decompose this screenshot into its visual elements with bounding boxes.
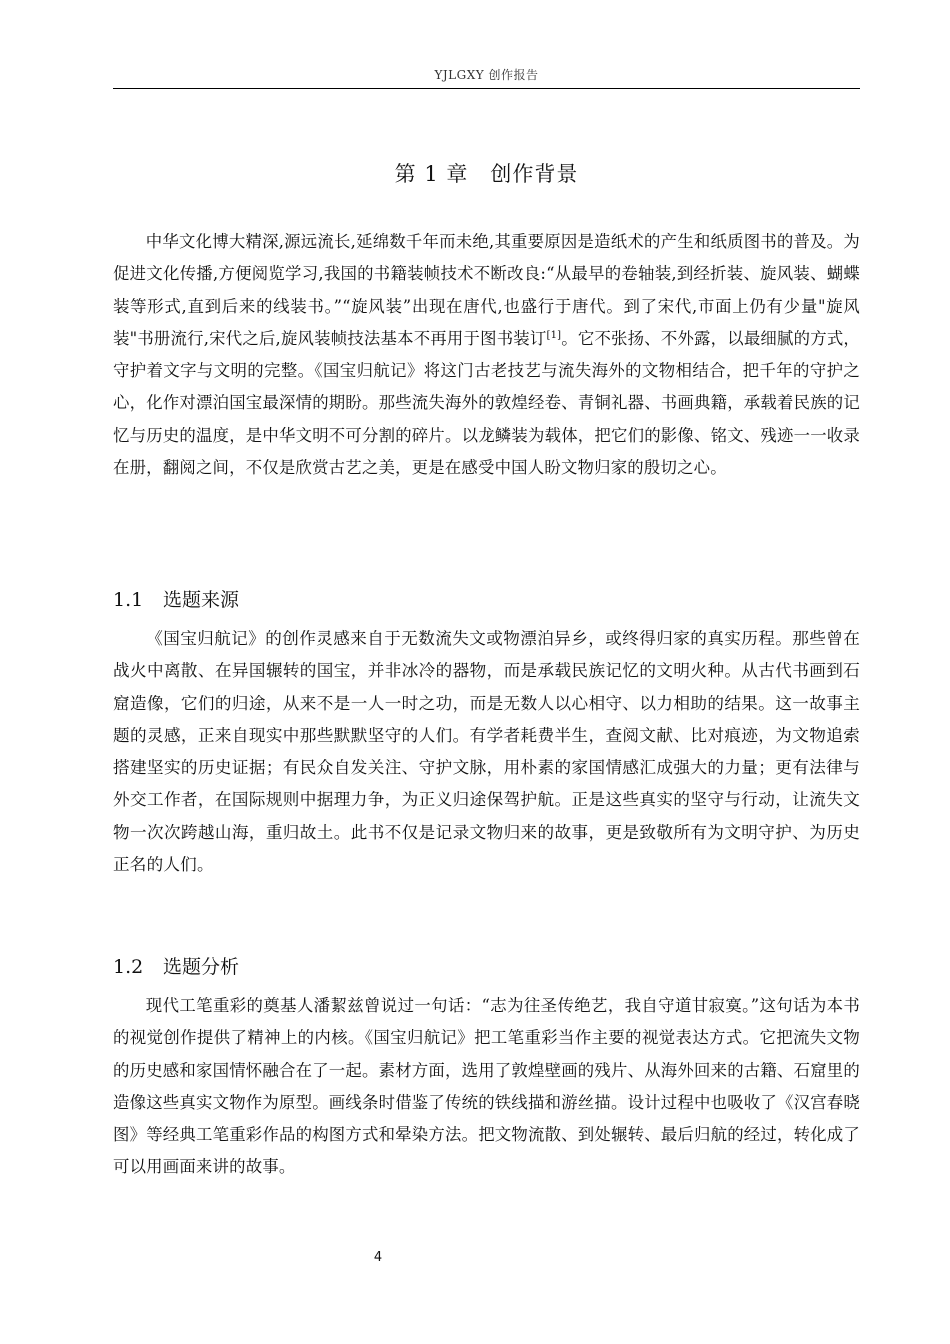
- section-1-2-paragraph: 现代工笔重彩的奠基人潘絜兹曾说过一句话：“志为往圣传绝艺，我自守道甘寂寞。”这句话为本书的视觉创作提供了精神上的内核。《国宝归航记》把工笔重彩当作主要的视觉表达方式。它把流失文物的历史感和家国情怀融合在了一起。素材方面，选用了敦煌壁画的残片、从海外回来的古籍、石窟里的造像这些真实文物作为原型。画线条时借鉴了传统的铁线描和游丝描。设计过程中也吸收了《汉宫春晓图》等经典工笔重彩作品的构图方式和晕染方法。把文物流散、到处辗转、最后归航的经过，转化成了可以用画面来讲的故事。: [113, 996, 860, 1177]
- header-divider: [113, 88, 860, 89]
- chapter-title: 第 1 章 创作背景: [394, 162, 579, 186]
- intro-paragraph: [113, 226, 860, 484]
- section-heading-1-1: [113, 585, 239, 612]
- page-number: 4: [373, 1250, 383, 1265]
- citation-ref: [1]: [546, 329, 562, 341]
- section-number: 1.2: [113, 956, 144, 978]
- section-heading-1-2: [113, 952, 239, 979]
- running-header: YJLGXY 创作报告: [434, 68, 539, 82]
- section-title-text: 选题来源: [163, 589, 240, 611]
- intro-text-part2: 。它不张扬、不外露，以最细腻的方式，守护着文字与文明的完整。《国宝归航记》将这门古老技艺与流失海外的文物相结合，把千年的守护之心，化作对漂泊国宝最深情的期盼。那些流失海外的敦煌经卷、青铜礼器、书画典籍，承载着民族的记忆与历史的温度，是中华文明不可分割的碎片。以龙鳞装为载体，把它们的影像、铭文、残迹一一收录在册，翻阅之间，不仅是欣赏古艺之美，更是在感受中国人盼文物归家的殷切之心。: [113, 328, 860, 478]
- section-title-text: 选题分析: [163, 956, 240, 978]
- section-number: 1.1: [113, 589, 144, 611]
- intro-text-part1: 中华文化博大精深,源远流长,延绵数千年而未绝,其重要原因是造纸术的产生和纸质图书的普及。为促进文化传播,方便阅览学习,我国的书籍装帧技术不断改良:“从最早的卷轴装,到经折装、旋风装、蝴蝶装等形式,直到后来的线装书。”“旋风装”出现在唐代,也盛行于唐代。到了宋代,市面上仍有少量"旋风装"书册流行,宋代之后,旋风装帧技法基本不再用于图书装订: [113, 232, 860, 348]
- section-1-1-paragraph: 《国宝归航记》的创作灵感来自于无数流失文或物漂泊异乡，或终得归家的真实历程。那些曾在战火中离散、在异国辗转的国宝，并非冰冷的器物，而是承载民族记忆的文明火种。从古代书画到石窟造像，它们的归途，从来不是一人一时之功，而是无数人以心相守、以力相助的结果。这一故事主题的灵感，正来自现实中那些默默坚守的人们。有学者耗费半生，查阅文献、比对痕迹，为文物追索搭建坚实的历史证据；有民众自发关注、守护文脉，用朴素的家国情感汇成强大的力量；更有法律与外交工作者，在国际规则中据理力争，为正义归途保驾护航。正是这些真实的坚守与行动，让流失文物一次次跨越山海，重归故土。此书不仅是记录文物归来的故事，更是致敬所有为文明守护、为历史正名的人们。: [113, 629, 860, 875]
